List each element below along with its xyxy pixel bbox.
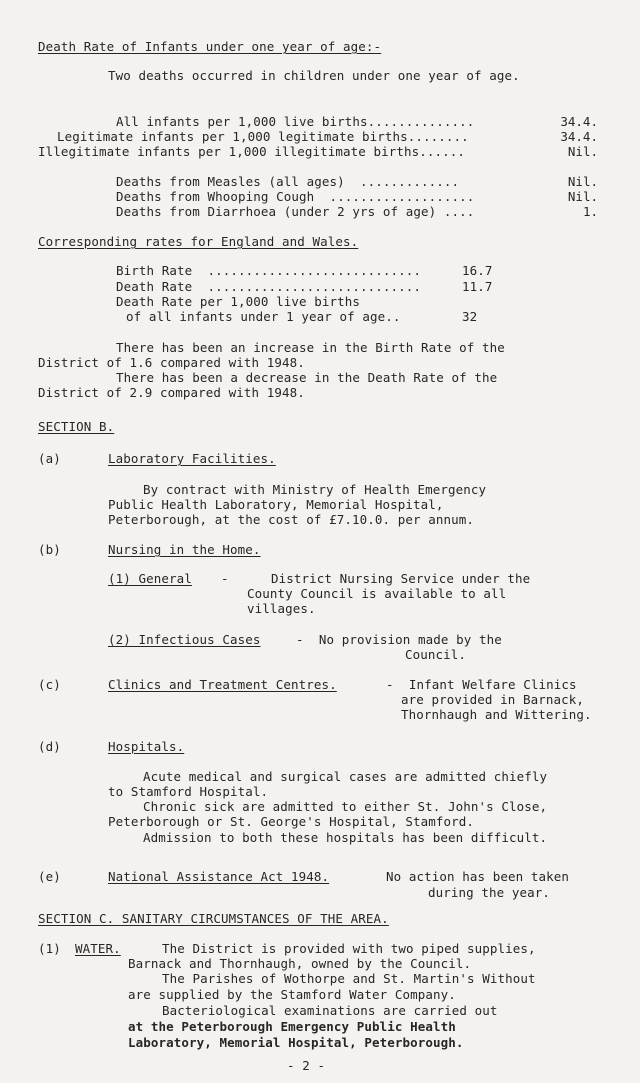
section-c-heading: SECTION C. SANITARY CIRCUMSTANCES OF THE AREA. <box>38 911 389 926</box>
hospitals-line1: Acute medical and surgical cases are admitted chiefly <box>143 769 548 784</box>
page-number: - 2 - <box>287 1058 326 1073</box>
hospitals-line4: Peterborough or St. George's Hospital, Stamford. <box>108 814 475 829</box>
corresponding-heading: Corresponding rates for England and Wales. <box>38 234 359 249</box>
national-assistance-line2: during the year. <box>428 885 551 900</box>
deaths-diarrhoea-value: 1. <box>582 204 598 219</box>
death-rate-value: 11.7 <box>462 279 493 294</box>
water-line4: are supplied by the Stamford Water Company. <box>128 987 456 1002</box>
water-line7: Laboratory, Memorial Hospital, Peterborough. <box>128 1035 464 1050</box>
item-b-marker: (b) <box>38 542 61 557</box>
birth-increase-line2: District of 1.6 compared with 1948. <box>38 355 305 370</box>
nursing-infectious-line2: Council. <box>405 647 467 662</box>
rate-all-label: All infants per 1,000 live births.............. <box>116 114 475 129</box>
infant-rate-line1: Death Rate per 1,000 live births <box>116 294 361 309</box>
nursing-general-line2: County Council is available to all <box>247 586 507 601</box>
rate-legit-value: 34.4. <box>560 129 598 144</box>
rate-all-value: 34.4. <box>560 114 598 129</box>
hospitals-line5: Admission to both these hospitals has been difficult. <box>143 830 548 845</box>
death-rate-label: Death Rate ............................ <box>116 279 422 294</box>
item-c-marker: (c) <box>38 677 61 692</box>
water-line5: Bacteriological examinations are carried out <box>162 1003 498 1018</box>
rate-illegit-label: Illegitimate infants per 1,000 illegitimate births...... <box>38 144 466 159</box>
water-line2: Barnack and Thornhaugh, owned by the Council. <box>128 956 472 971</box>
deaths-diarrhoea-label: Deaths from Diarrhoea (under 2 yrs of age) .... <box>116 204 475 219</box>
infant-rate-value: 32 <box>462 309 478 324</box>
deaths-measles-value: Nil. <box>567 174 598 189</box>
nursing-infectious-line1: - No provision made by the <box>296 632 502 647</box>
clinics-line2: are provided in Barnack, <box>401 692 585 707</box>
water-line3: The Parishes of Wothorpe and St. Martin's Without <box>162 971 536 986</box>
deaths-whooping-label: Deaths from Whooping Cough ................... <box>116 189 475 204</box>
water-line6: at the Peterborough Emergency Public Health <box>128 1019 456 1034</box>
birth-increase-line1: There has been an increase in the Birth Rate of the <box>116 340 505 355</box>
rate-legit-label: Legitimate infants per 1,000 legitimate births........ <box>57 129 469 144</box>
nursing-general-label: (1) General <box>108 571 192 586</box>
national-assistance-title: National Assistance Act 1948. <box>108 869 330 884</box>
section-b-heading: SECTION B. <box>38 419 115 434</box>
deaths-measles-label: Deaths from Measles (all ages) ............. <box>116 174 460 189</box>
nursing-infectious-label: (2) Infectious Cases <box>108 632 261 647</box>
rate-illegit-value: Nil. <box>567 144 598 159</box>
clinics-line3: Thornhaugh and Wittering. <box>401 707 592 722</box>
lab-facilities-title: Laboratory Facilities. <box>108 451 276 466</box>
infant-intro: Two deaths occurred in children under one year of age. <box>108 68 520 83</box>
water-line1: The District is provided with two piped supplies, <box>162 941 536 956</box>
nursing-general-dash: - <box>221 571 229 586</box>
birth-rate-label: Birth Rate ............................ <box>116 263 422 278</box>
birth-rate-value: 16.7 <box>462 263 493 278</box>
death-decrease-line2: District of 2.9 compared with 1948. <box>38 385 305 400</box>
clinics-title: Clinics and Treatment Centres. <box>108 677 337 692</box>
lab-line2: Public Health Laboratory, Memorial Hospital, <box>108 497 444 512</box>
nursing-general-line1: District Nursing Service under the <box>271 571 531 586</box>
item-a-marker: (a) <box>38 451 61 466</box>
infant-rate-line2: of all infants under 1 year of age.. <box>126 309 401 324</box>
hospitals-line2: to Stamford Hospital. <box>108 784 269 799</box>
water-marker: (1) <box>38 941 61 956</box>
infant-heading: Death Rate of Infants under one year of age:- <box>38 39 382 54</box>
water-label: WATER. <box>75 941 121 956</box>
lab-line1: By contract with Ministry of Health Emergency <box>143 482 487 497</box>
national-assistance-line1: No action has been taken <box>386 869 570 884</box>
clinics-line1: - Infant Welfare Clinics <box>386 677 577 692</box>
lab-line3: Peterborough, at the cost of £7.10.0. per annum. <box>108 512 475 527</box>
hospitals-title: Hospitals. <box>108 739 185 754</box>
nursing-general-line3: villages. <box>247 601 316 616</box>
item-e-marker: (e) <box>38 869 61 884</box>
item-d-marker: (d) <box>38 739 61 754</box>
hospitals-line3: Chronic sick are admitted to either St. John's Close, <box>143 799 548 814</box>
deaths-whooping-value: Nil. <box>567 189 598 204</box>
nursing-title: Nursing in the Home. <box>108 542 261 557</box>
death-decrease-line1: There has been a decrease in the Death Rate of the <box>116 370 498 385</box>
